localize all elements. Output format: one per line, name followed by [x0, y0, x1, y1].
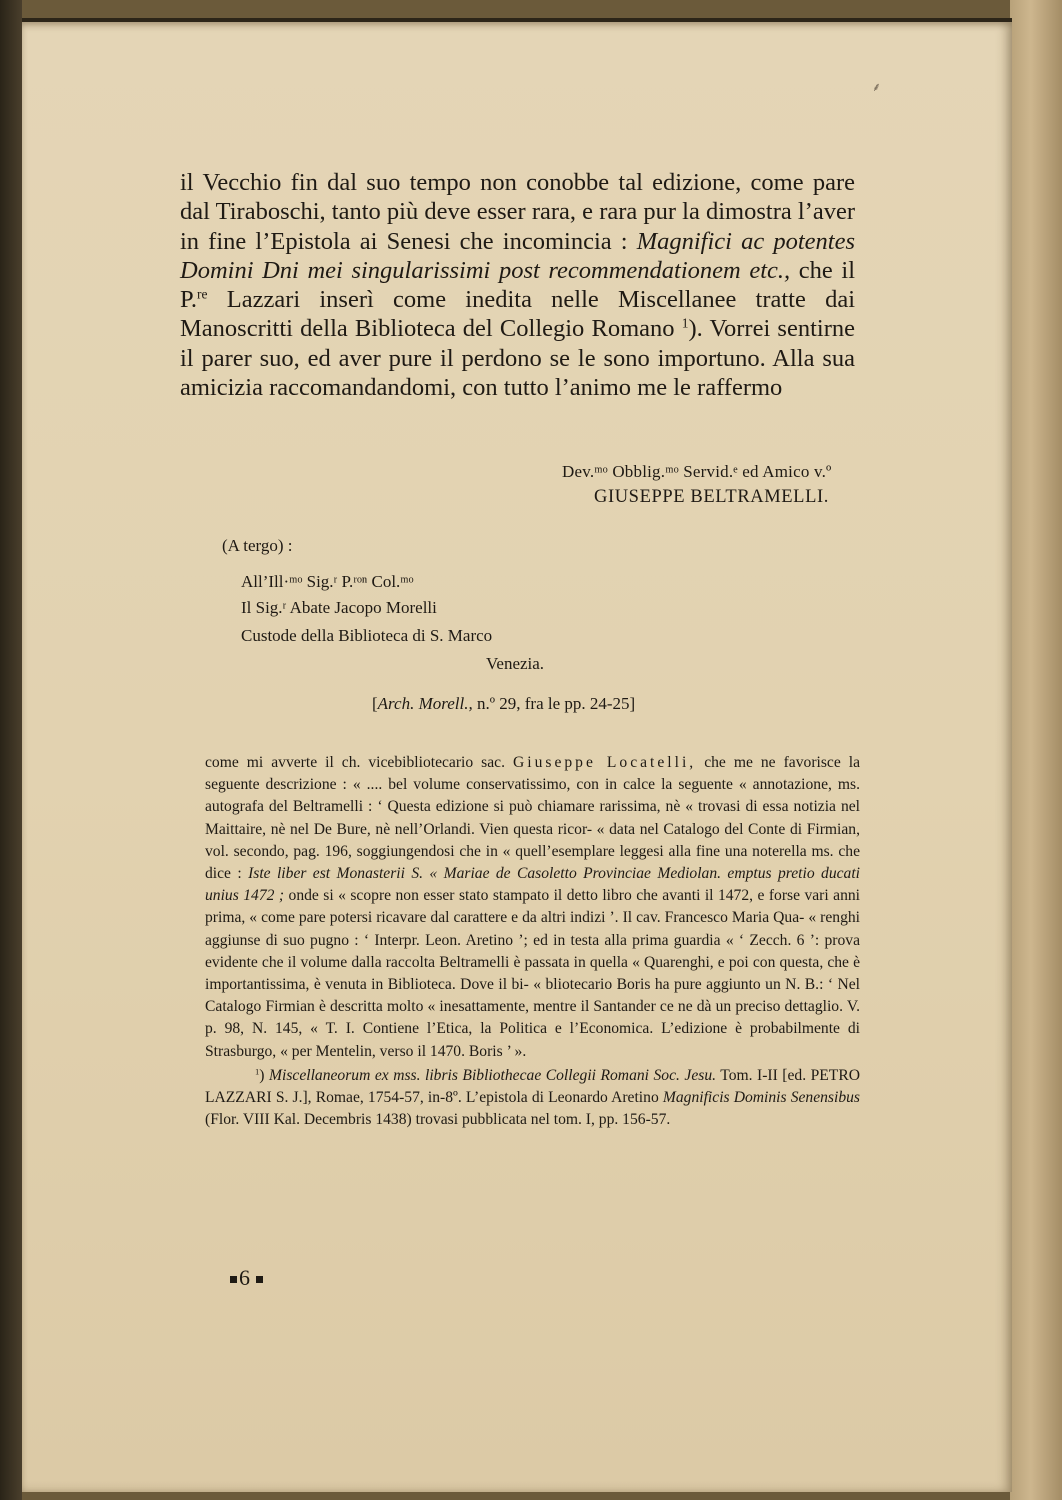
- superscript-re: re: [197, 286, 208, 302]
- footnote-mark: 1: [681, 315, 689, 331]
- ornament-square-left: [230, 1276, 237, 1283]
- signature-formula: Dev.ᵐᵒ Obblig.ᵐᵒ Servid.ᵉ ed Amico v.º: [562, 462, 832, 481]
- citation-bracket: [: [372, 694, 378, 713]
- epistola-incipit: Magnifici ac potentes Domini Dni mei singularissimi post recommendationem etc.,: [180, 227, 855, 284]
- note-text-3: onde si « scopre non esser stato stampato il detto libro che avanti il 1472, e forse vari anni prima, « come pare potersi ricavare dal carattere e da altri indizi ’. Il cav. Francesco Maria Qua- « renghi aggiunse di suo pugno : ‘ Interpr. Leon. Aretino ’; ed in testa alla prima guardia « ‘ Zecch. 6 ’: prova evidente che il volume dalla raccolta Beltramelli è passata in quella « Quarenghi, e poi con questa, che è importantissima, è venuta in Biblioteca. Dove il bi- « bliotecario Boris ha pure aggiunto un N. B.: ‘ Nel Catalogo Firmian è descritta molto « inesattamente, mentre il Santander ce ne dà un preciso dettaglio. V. p. 98, N. 145, « T. I. Contiene l’Etica, la Politica e l’Economica. L’edizione è probabilmente di Strasburgo, « per Mentelin, verso il 1470. Boris ’ ».: [205, 887, 860, 1060]
- address-line-4: Venezia.: [486, 654, 545, 673]
- note-latin-quote: Iste liber est Monasterii S. « Mariae de Casoletto Provinciae Mediolan. emptus pretio ducati unius 1472 ;: [205, 865, 860, 905]
- letter-closing: ). Vorrei sentirne il parer suo, ed aver pure il perdono se le sono importuno. Alla sua amicizia raccomandandomi, con tutto l’animo me le raffermo: [180, 315, 855, 402]
- letter-text-3: Lazzari inserì come inedita nelle Miscellanee tratte dai Manoscritti della Biblioteca del Collegio Romano: [180, 286, 855, 343]
- letter-body: [180, 168, 855, 402]
- letter-paragraph: [180, 168, 855, 402]
- citation-ref: n.º 29, fra le pp. 24-25]: [472, 694, 636, 713]
- archive-citation: [372, 694, 635, 714]
- note-person-name: Giuseppe Locatelli,: [512, 754, 697, 771]
- notes-block: [205, 752, 860, 1131]
- footnote: [205, 1065, 860, 1132]
- footnote-epistle-title: Magnificis Dominis Senensibus: [662, 1089, 860, 1107]
- letter-text-1: il Vecchio fin dal suo tempo non conobbe tal edizione, come pare dal Tiraboschi, tanto più deve esser rara, e rara pur la dimostra l’aver in fine l’Epistola ai Senesi che incomincia :: [180, 169, 855, 255]
- letter-text-2: che il P.: [180, 256, 856, 314]
- address-tergo: (A tergo) :: [222, 536, 293, 555]
- scan-border-left: [0, 0, 22, 1500]
- footnote-number: 1: [255, 1066, 260, 1077]
- footnote-paren: ): [259, 1066, 265, 1084]
- note-paragraph: [205, 752, 860, 1063]
- page-number-value: 6: [239, 1265, 254, 1290]
- ornament-square-right: [256, 1276, 263, 1283]
- footnote-text-2: (Flor. VIII Kal. Decembris 1438) trovasi pubblicata nel tom. I, pp. 156-57.: [205, 1111, 671, 1129]
- address-line-2: Il Sig.ʳ Abate Jacopo Morelli: [241, 598, 437, 617]
- footnote-text-1: Tom. I-II [ed. PETRO LAZZARI S. J.], Romae, 1754-57, in-8º. L’epistola di Leonardo Aretino: [205, 1066, 860, 1107]
- next-page-edge: [1010, 0, 1062, 1500]
- address-line-1: All’Ill·ᵐᵒ Sig.ʳ P.ʳᵒⁿ Col.ᵐᵒ: [241, 572, 414, 591]
- address-line-3: Custode della Biblioteca di S. Marco: [241, 626, 493, 645]
- footnote-title: Miscellaneorum ex mss. libris Bibliothecae Collegii Romani Soc. Jesu.: [269, 1066, 717, 1084]
- ink-mark: ⸙: [872, 80, 882, 94]
- note-text-1: come mi avverte il ch. vicebibliotecario sac.: [205, 754, 505, 771]
- signature-name: GIUSEPPE BELTRAMELLI.: [594, 487, 829, 507]
- page-number: [228, 1265, 265, 1291]
- citation-archive: Arch. Morell.,: [377, 694, 473, 713]
- note-text-2: che me ne favorisce la seguente descrizione : « .... bel volume conservatissimo, con in calce la seguente « annotazione, ms. autografa del Beltramelli : ‘ Questa edizione si può chiamare rarissima, nè « trovasi di essa notizia nel Maittaire, nè nel De Bure, nè nell’Orlandi. Vien questa ricor- « data nel Catalogo del Conte di Firmian, vol. secondo, pag. 196, soggiungendosi che in « quell’esemplare leggesi alla fine una noterella ms. che dice :: [205, 754, 861, 883]
